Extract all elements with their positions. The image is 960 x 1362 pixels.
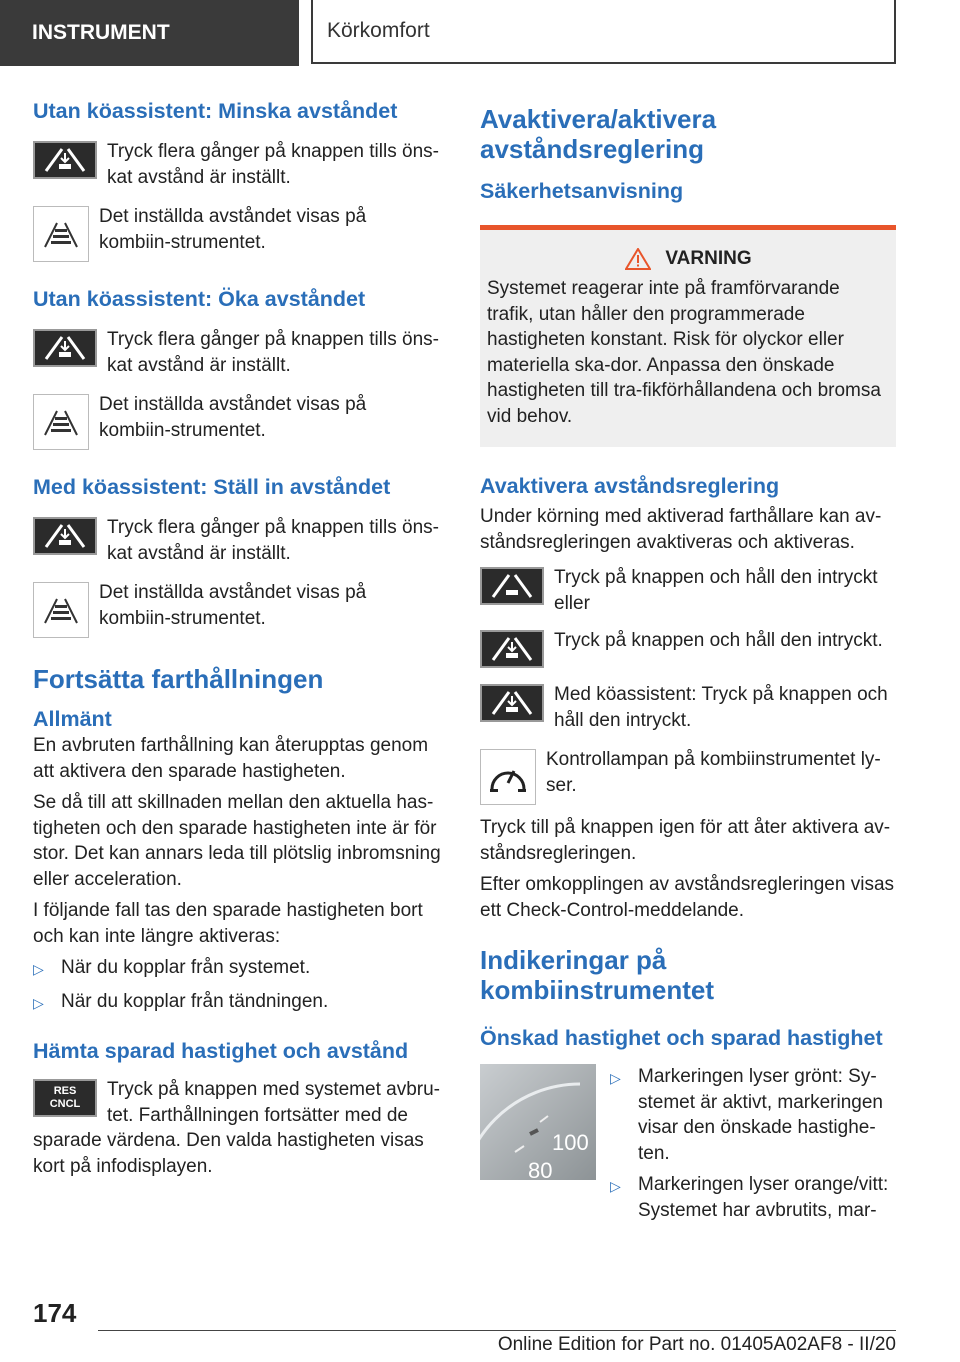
warning-triangle-icon <box>625 248 651 270</box>
heading-general: Allmänt <box>33 707 112 731</box>
section-label: INSTRUMENT <box>32 21 170 44</box>
heading-resume-cruise: Fortsätta farthållningen <box>33 664 324 694</box>
speedometer-image <box>480 1064 596 1180</box>
heading-safety-note: Säkerhetsanvisning <box>480 179 684 203</box>
heading-toggle-distance-control: Avaktivera/aktivera avståndsreglering <box>480 104 717 164</box>
step-increase-display <box>33 392 443 450</box>
list-item-text: När du kopplar från systemet. <box>61 957 311 978</box>
step-text: Kontrollampan på kombiinstrumentet ly-ser. <box>546 749 881 796</box>
warning-text: Systemet reagerar inte på framförvarande trafik, utan håller den programmerade hastigheten konstant. Risk för olyckor eller materiella ska-dor. Anpassa den önskade hastigheten till tra-fikförhållandena och bromsa vid behov. <box>487 278 881 427</box>
step-text: Tryck på knappen med systemet avbru-tet. Farthållningen fortsätter med de <box>107 1079 440 1126</box>
gauge-label-100: 100 <box>552 1130 589 1155</box>
step-res-button <box>33 1077 443 1128</box>
footer-divider <box>98 1330 896 1331</box>
distance-display-icon <box>33 582 89 638</box>
distance-display-icon <box>33 206 89 262</box>
step-text: Det inställda avståndet visas på kombiin-strumentet. <box>99 582 367 629</box>
distance-button-icon <box>33 329 97 367</box>
step-set-display <box>33 580 443 638</box>
gauge-label-80: 80 <box>528 1158 553 1180</box>
paragraph: Se då till att skillnaden mellan den aktuella has-tigheten och den sparade hastigheten inte är för stor. Det kan annars leda till plötslig inbromsning eller acceleration. <box>33 792 441 890</box>
list-item-text: När du kopplar från tändningen. <box>61 990 329 1012</box>
heading-decrease-distance: Utan köassistent: Minska avståndet <box>33 99 398 123</box>
list-item <box>610 1064 896 1166</box>
heading-desired-speed: Önskad hastighet och sparad hastighet <box>480 1026 883 1050</box>
chapter-tab <box>311 0 896 64</box>
paragraph: sparade värdena. Den valda hastigheten visas kort på infodisplayen. <box>33 1130 424 1177</box>
chapter-label: Körkomfort <box>327 19 430 42</box>
step-text: Tryck på knappen och håll den intryckt. <box>554 630 883 651</box>
step-set-button <box>33 515 443 566</box>
footer-edition: Online Edition for Part no. 01405A02AF8 - II/20 <box>497 1334 896 1355</box>
heading-deactivate-distance: Avaktivera avståndsreglering <box>480 474 780 498</box>
distance-button-icon <box>33 141 97 179</box>
step-text: Det inställda avståndet visas på kombiin-strumentet. <box>99 394 367 441</box>
heading-recall-speed: Hämta sparad hastighet och avstånd <box>33 1039 409 1063</box>
step-decrease-button <box>33 139 443 190</box>
section-tab <box>0 0 299 66</box>
list-item <box>33 989 443 1017</box>
paragraph: I följande fall tas den sparade hastigheten bort och kan inte längre aktiveras: <box>33 900 423 947</box>
cncl-label: CNCL <box>49 1098 81 1110</box>
distance-button-icon <box>480 684 544 722</box>
distance-display-icon <box>33 394 89 450</box>
paragraph: En avbruten farthållning kan återupptas genom att aktivera den sparade hastigheten. <box>33 735 429 782</box>
step-hold-button-alt <box>480 628 896 668</box>
right-column <box>480 104 896 1223</box>
triangle-bullet-icon: ▷ <box>33 994 44 1011</box>
triangle-bullet-icon: ▷ <box>33 961 44 977</box>
step-text: Tryck flera gånger på knappen tills öns-kat avstånd är inställt. <box>107 329 439 376</box>
indicator-lamp-row <box>480 747 896 805</box>
heading-increase-distance: Utan köassistent: Öka avståndet <box>33 287 366 311</box>
paragraph: Tryck till på knappen igen för att åter aktivera av-ståndsregleringen. <box>480 817 891 864</box>
warning-box <box>480 225 896 447</box>
triangle-bullet-icon: ▷ <box>610 1070 621 1086</box>
step-text: Det inställda avståndet visas på kombiin-strumentet. <box>99 206 367 253</box>
step-text: Med köassistent: Tryck på knappen och håll den intryckt. <box>554 684 888 731</box>
heading-set-distance: Med köassistent: Ställ in avståndet <box>33 475 391 499</box>
triangle-bullet-icon: ▷ <box>610 1178 621 1194</box>
indicator-lamp-icon <box>480 749 536 805</box>
speedometer-row <box>480 1064 896 1223</box>
warning-label: VARNING <box>665 248 752 269</box>
res-cncl-button-icon <box>33 1079 97 1117</box>
left-column <box>33 98 443 1179</box>
paragraph: Under körning med aktiverad farthållare kan av-ståndsregleringen avaktiveras och aktiveras. <box>480 506 882 553</box>
step-text: Tryck flera gånger på knappen tills öns-kat avstånd är inställt. <box>107 141 439 188</box>
distance-button-icon <box>480 630 544 668</box>
step-decrease-display <box>33 204 443 262</box>
page-number: 174 <box>33 1298 77 1328</box>
warning-title <box>487 248 890 270</box>
res-label: RES <box>53 1085 77 1097</box>
distance-button-icon <box>33 517 97 555</box>
step-increase-button <box>33 327 443 378</box>
step-text: Tryck på knappen och håll den intryckt eller <box>554 567 878 614</box>
step-hold-button-queue <box>480 682 896 733</box>
list-item <box>610 1172 896 1223</box>
list-item-text: Markeringen lyser orange/vitt: Systemet har avbrutits, mar- <box>638 1174 889 1221</box>
paragraph: Efter omkopplingen av avståndsregleringen visas ett Check-Control-meddelande. <box>480 874 895 921</box>
list-item <box>33 955 443 983</box>
step-hold-button <box>480 565 896 616</box>
list-item-text: Markeringen lyser grönt: Sy-stemet är aktivt, markeringen visar den önskade hastighe-ten. <box>638 1066 883 1164</box>
distance-button-icon <box>480 567 544 605</box>
heading-instrument-indications: Indikeringar på kombiinstrumentet <box>480 945 715 1005</box>
step-text: Tryck flera gånger på knappen tills öns-kat avstånd är inställt. <box>107 517 439 564</box>
